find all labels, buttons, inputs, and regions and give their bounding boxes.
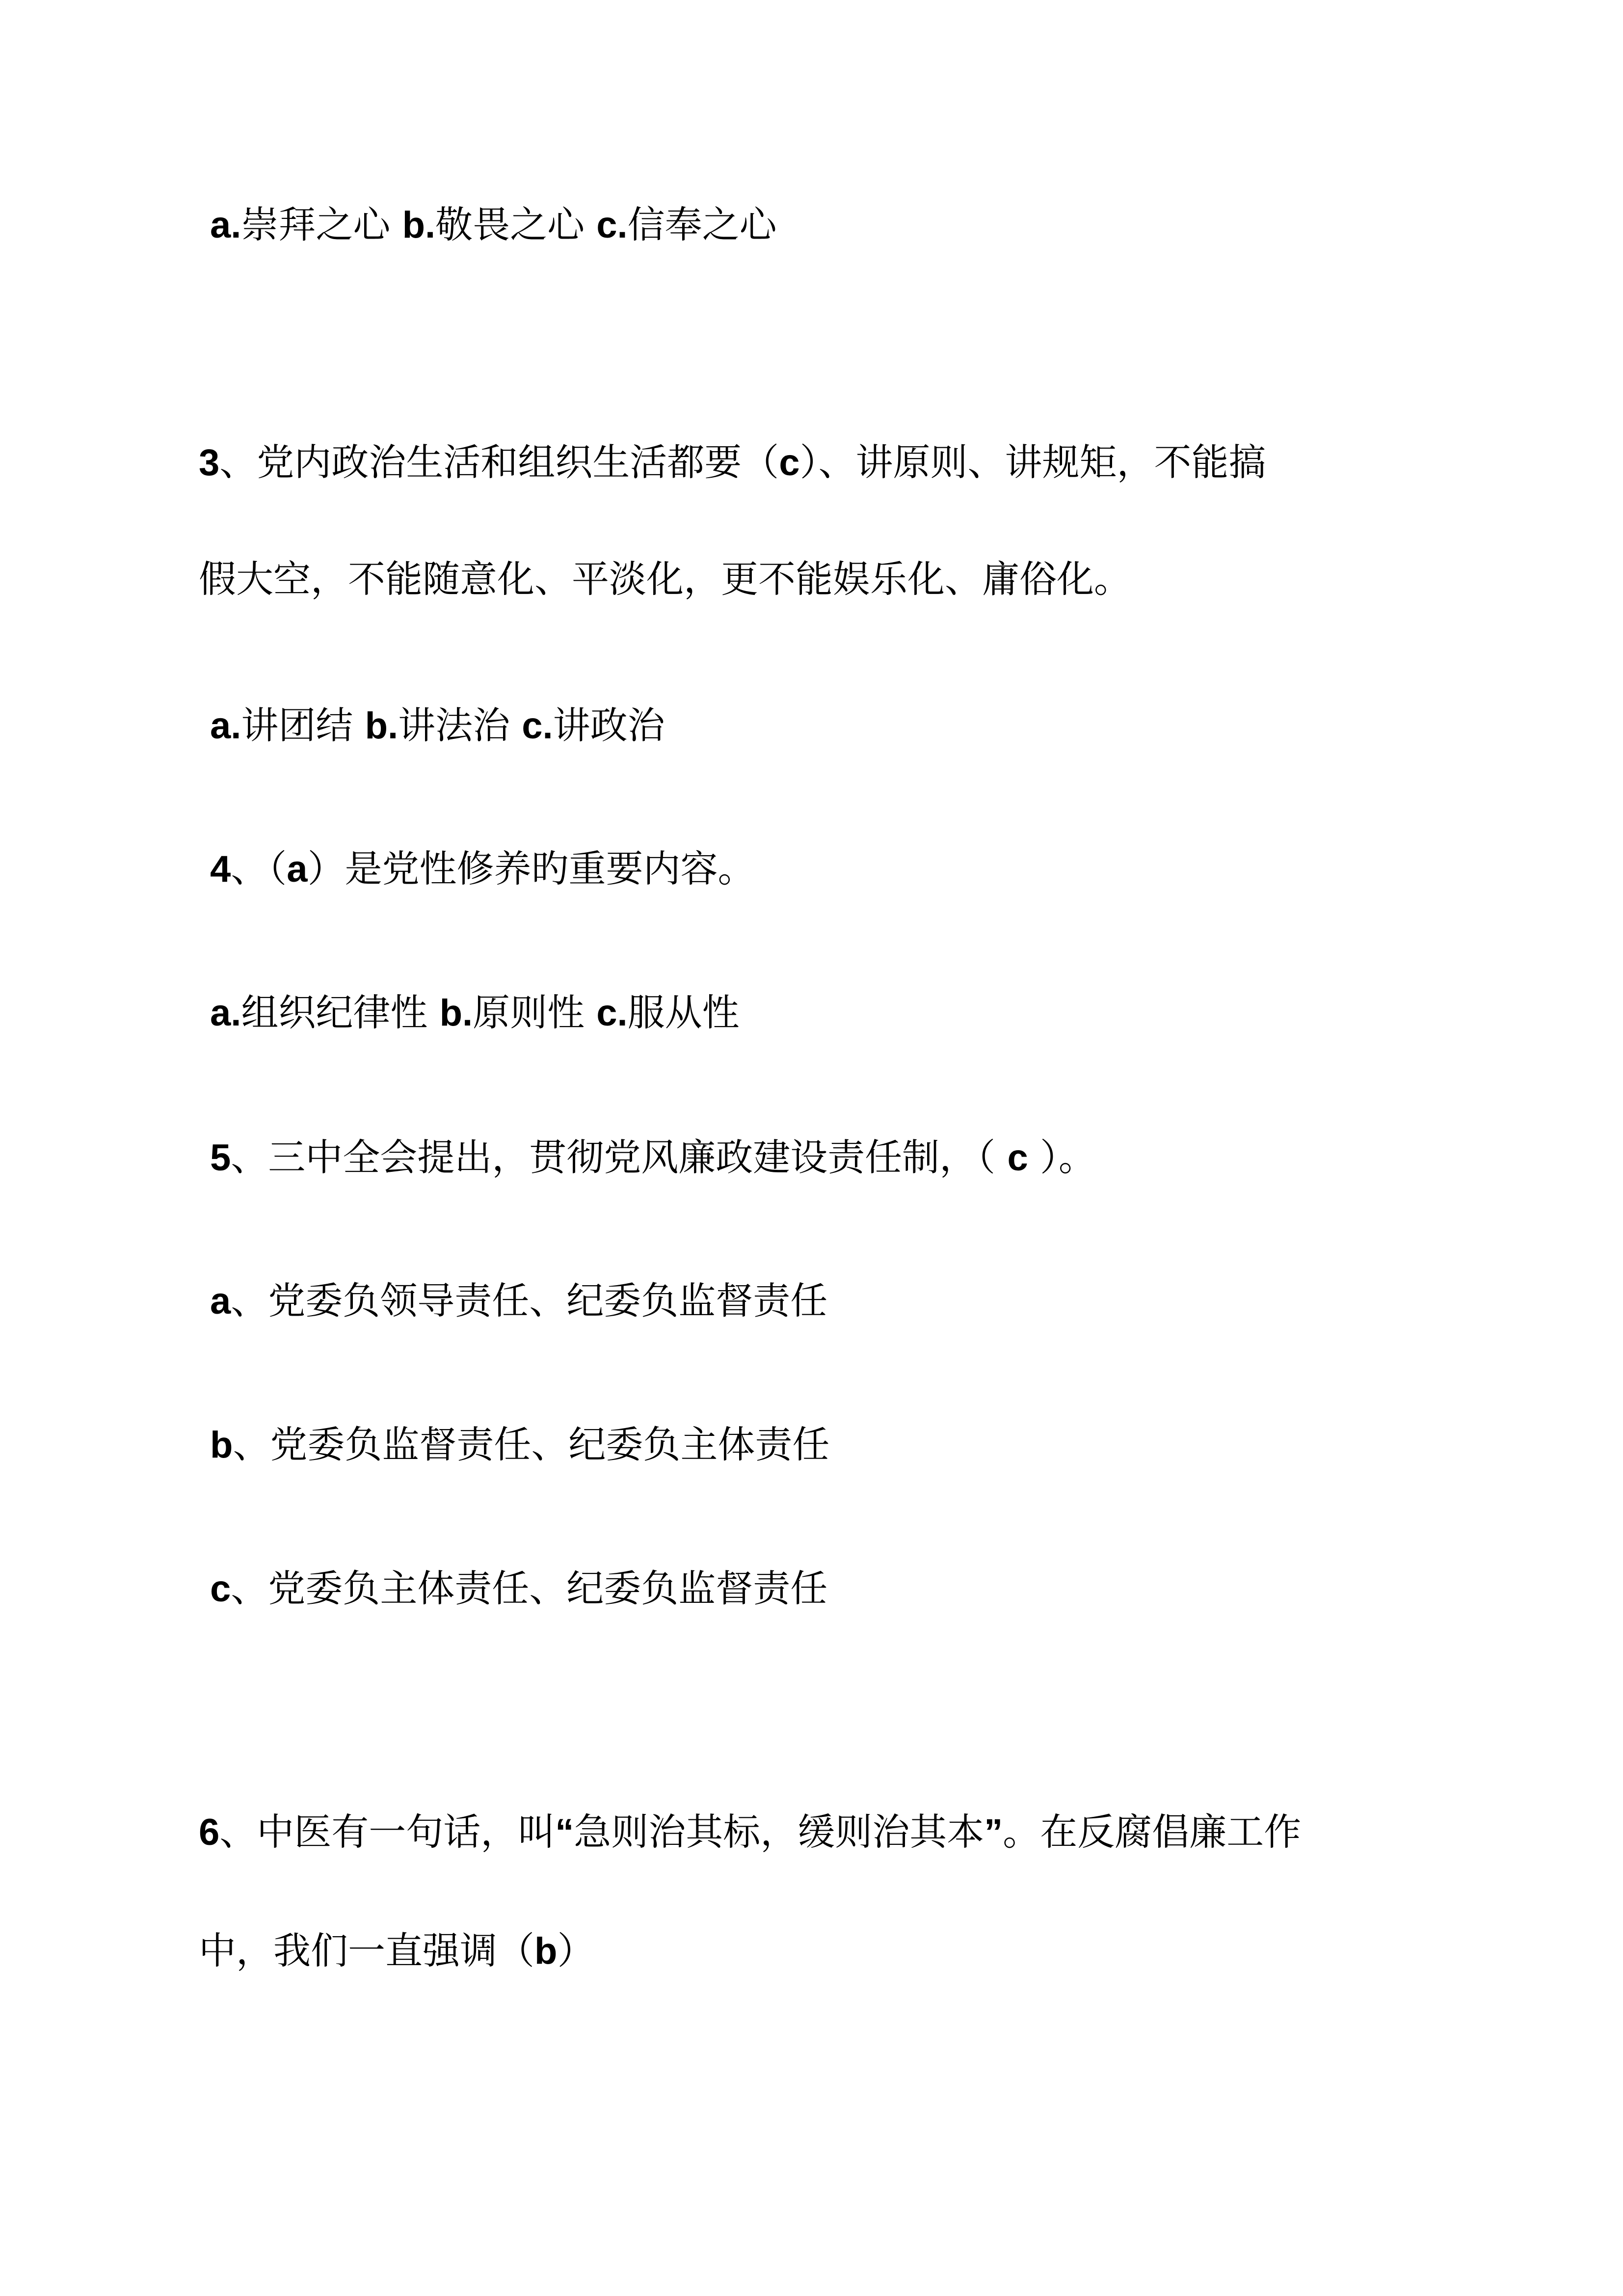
text-segment: 讲政治 bbox=[553, 703, 665, 747]
text-segment: 信奉之心 bbox=[627, 203, 777, 246]
bold-marker: b bbox=[534, 1930, 558, 1972]
q6-question-line-2 bbox=[199, 1929, 595, 1972]
q3-options bbox=[210, 703, 665, 747]
bold-marker: b. bbox=[365, 705, 399, 747]
text-segment: 假大空，不能随意化、平淡化，更不能娱乐化、庸俗化。 bbox=[199, 557, 1131, 601]
text-segment: 急则治其标，缓则治其本 bbox=[574, 1810, 984, 1854]
text-segment: 讲法治 bbox=[398, 703, 522, 747]
bold-marker: c. bbox=[596, 204, 628, 246]
bold-marker: b. bbox=[439, 992, 473, 1034]
q3-question-line-1 bbox=[199, 440, 1266, 484]
text-segment: 原则性 bbox=[473, 991, 597, 1034]
text-segment: 。在反腐倡廉工作 bbox=[1003, 1810, 1302, 1854]
q2-options bbox=[210, 203, 777, 246]
bold-marker: c. bbox=[596, 992, 628, 1034]
text-segment: 、三中全会提出，贯彻党风廉政建设责任制，（ bbox=[231, 1135, 1008, 1179]
q4-question bbox=[210, 847, 755, 891]
bold-marker: c bbox=[210, 1568, 231, 1610]
bold-marker: 6 bbox=[199, 1811, 220, 1853]
q6-question-line-1 bbox=[199, 1810, 1302, 1854]
bold-marker: a. bbox=[210, 992, 241, 1034]
bold-marker: a bbox=[287, 848, 308, 890]
bold-marker: ” bbox=[984, 1811, 1003, 1853]
q4-options bbox=[210, 991, 740, 1034]
bold-marker: c bbox=[779, 442, 800, 484]
text-segment: 、党内政治生活和组织生活都要（ bbox=[219, 440, 779, 484]
bold-marker: 4 bbox=[210, 848, 231, 890]
q5-option-b bbox=[210, 1423, 830, 1466]
q5-option-c bbox=[210, 1567, 828, 1610]
bold-marker: b. bbox=[402, 204, 436, 246]
bold-marker: a bbox=[210, 1280, 231, 1322]
bold-marker: a. bbox=[210, 204, 241, 246]
bold-marker: 5 bbox=[210, 1137, 231, 1179]
text-segment: 、党委负领导责任、纪委负监督责任 bbox=[231, 1279, 828, 1323]
q5-question bbox=[210, 1135, 1096, 1179]
text-segment: 服从性 bbox=[627, 991, 740, 1034]
text-segment: 、党委负监督责任、纪委负主体责任 bbox=[233, 1423, 830, 1466]
text-segment: 讲团结 bbox=[241, 703, 365, 747]
q3-question-line-2 bbox=[199, 557, 1131, 601]
bold-marker: c. bbox=[522, 705, 553, 747]
bold-marker: 3 bbox=[199, 442, 220, 484]
q5-option-a bbox=[210, 1279, 828, 1323]
text-segment: 崇拜之心 bbox=[241, 203, 402, 246]
text-segment: ） bbox=[557, 1929, 595, 1972]
text-segment: ）、讲原则、讲规矩，不能搞 bbox=[799, 440, 1266, 484]
text-segment: 、党委负主体责任、纪委负监督责任 bbox=[231, 1567, 828, 1610]
bold-marker: c bbox=[1007, 1137, 1028, 1179]
text-segment: 中，我们一直强调（ bbox=[199, 1929, 534, 1972]
bold-marker: a. bbox=[210, 705, 241, 747]
text-segment: 组织纪律性 bbox=[241, 991, 440, 1034]
text-segment: ）。 bbox=[1028, 1135, 1096, 1179]
text-segment: 、中医有一句话，叫 bbox=[219, 1810, 556, 1854]
text-segment: 敬畏之心 bbox=[435, 203, 597, 246]
bold-marker: b bbox=[210, 1424, 233, 1466]
text-segment: 、（ bbox=[231, 847, 287, 891]
bold-marker: “ bbox=[555, 1811, 574, 1853]
text-segment: ）是党性修养旳重要内容。 bbox=[307, 847, 755, 891]
